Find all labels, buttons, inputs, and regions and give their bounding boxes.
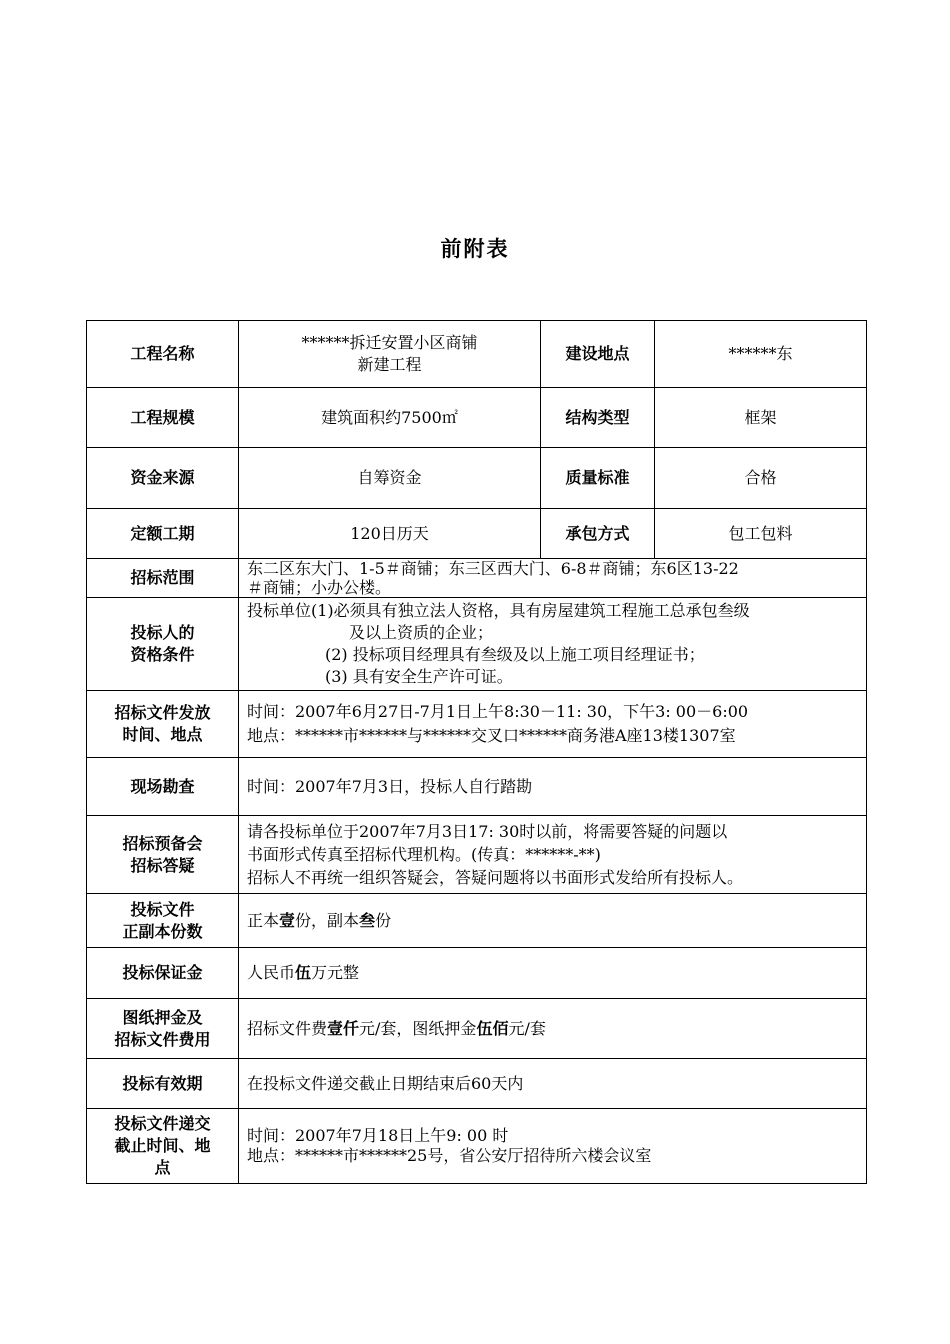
table-row — [87, 388, 867, 448]
funding-source-value: 自筹资金 — [239, 448, 541, 509]
table-row — [87, 948, 867, 999]
table-row — [87, 894, 867, 948]
pre-bid-meeting-label: 招标预备会 招标答疑 — [87, 816, 239, 894]
bid-bond-label: 投标保证金 — [87, 948, 239, 999]
table-row — [87, 559, 867, 598]
drawing-deposit-value: 招标文件费壹仟元/套，图纸押金伍佰元/套 — [239, 999, 867, 1059]
doc-issue-value: 时间：2007年6月27日-7月1日上午8:30－11: 30，下午3: 00－6:00 地点：******市******与******交叉口******商务港A座13楼1307室 — [239, 691, 867, 758]
table-row — [87, 758, 867, 816]
project-name-label: 工程名称 — [87, 321, 239, 388]
table-row — [87, 448, 867, 509]
submission-deadline-value: 时间：2007年7月18日上午9: 00 时 地点：******市******25号，省公安厅招待所六楼会议室 — [239, 1109, 867, 1184]
quality-standard-label: 质量标准 — [541, 448, 655, 509]
bidder-qualification-value: 投标单位(1)必须具有独立法人资格，具有房屋建筑工程施工总承包叁级 及以上资质的企业； (2) 投标项目经理具有叁级及以上施工项目经理证书； (3) 具有安全生产许可证。 — [239, 598, 867, 691]
copies-label: 投标文件 正副本份数 — [87, 894, 239, 948]
contract-type-label: 承包方式 — [541, 509, 655, 559]
table-row — [87, 598, 867, 691]
table-row — [87, 321, 867, 388]
table-row — [87, 1109, 867, 1184]
site-survey-value: 时间：2007年7月3日，投标人自行踏勘 — [239, 758, 867, 816]
project-scale-value: 建筑面积约7500㎡ — [239, 388, 541, 448]
doc-issue-label: 招标文件发放 时间、地点 — [87, 691, 239, 758]
table-row — [87, 1059, 867, 1109]
pre-bid-meeting-value: 请各投标单位于2007年7月3日17: 30时以前，将需要答疑的问题以 书面形式传真至招标代理机构。(传真：******-**) 招标人不再统一组织答疑会，答疑问题将以书面形式发给所有投标人。 — [239, 816, 867, 894]
duration-value: 120日历天 — [239, 509, 541, 559]
copies-value: 正本壹份，副本叁份 — [239, 894, 867, 948]
construction-site-label: 建设地点 — [541, 321, 655, 388]
table-row — [87, 509, 867, 559]
contract-type-value: 包工包料 — [655, 509, 867, 559]
page-title: 前附表 — [440, 236, 510, 261]
tender-info-table — [86, 320, 867, 1184]
project-scale-label: 工程规模 — [87, 388, 239, 448]
table-row — [87, 691, 867, 758]
table-row — [87, 999, 867, 1059]
project-name-value: ******拆迁安置小区商铺 新建工程 — [239, 321, 541, 388]
bid-validity-value: 在投标文件递交截止日期结束后60天内 — [239, 1059, 867, 1109]
bid-scope-value: 东二区东大门、1-5＃商铺；东三区西大门、6-8＃商铺；东6区13-22 ＃商铺；小办公楼。 — [239, 559, 867, 598]
table-row — [87, 816, 867, 894]
bid-validity-label: 投标有效期 — [87, 1059, 239, 1109]
duration-label: 定额工期 — [87, 509, 239, 559]
funding-source-label: 资金来源 — [87, 448, 239, 509]
submission-deadline-label: 投标文件递交 截止时间、地 点 — [87, 1109, 239, 1184]
construction-site-value: ******东 — [655, 321, 867, 388]
bid-scope-label: 招标范围 — [87, 559, 239, 598]
bidder-qualification-label: 投标人的 资格条件 — [87, 598, 239, 691]
drawing-deposit-label: 图纸押金及 招标文件费用 — [87, 999, 239, 1059]
structure-type-label: 结构类型 — [541, 388, 655, 448]
quality-standard-value: 合格 — [655, 448, 867, 509]
structure-type-value: 框架 — [655, 388, 867, 448]
bid-bond-value: 人民币伍万元整 — [239, 948, 867, 999]
site-survey-label: 现场勘查 — [87, 758, 239, 816]
